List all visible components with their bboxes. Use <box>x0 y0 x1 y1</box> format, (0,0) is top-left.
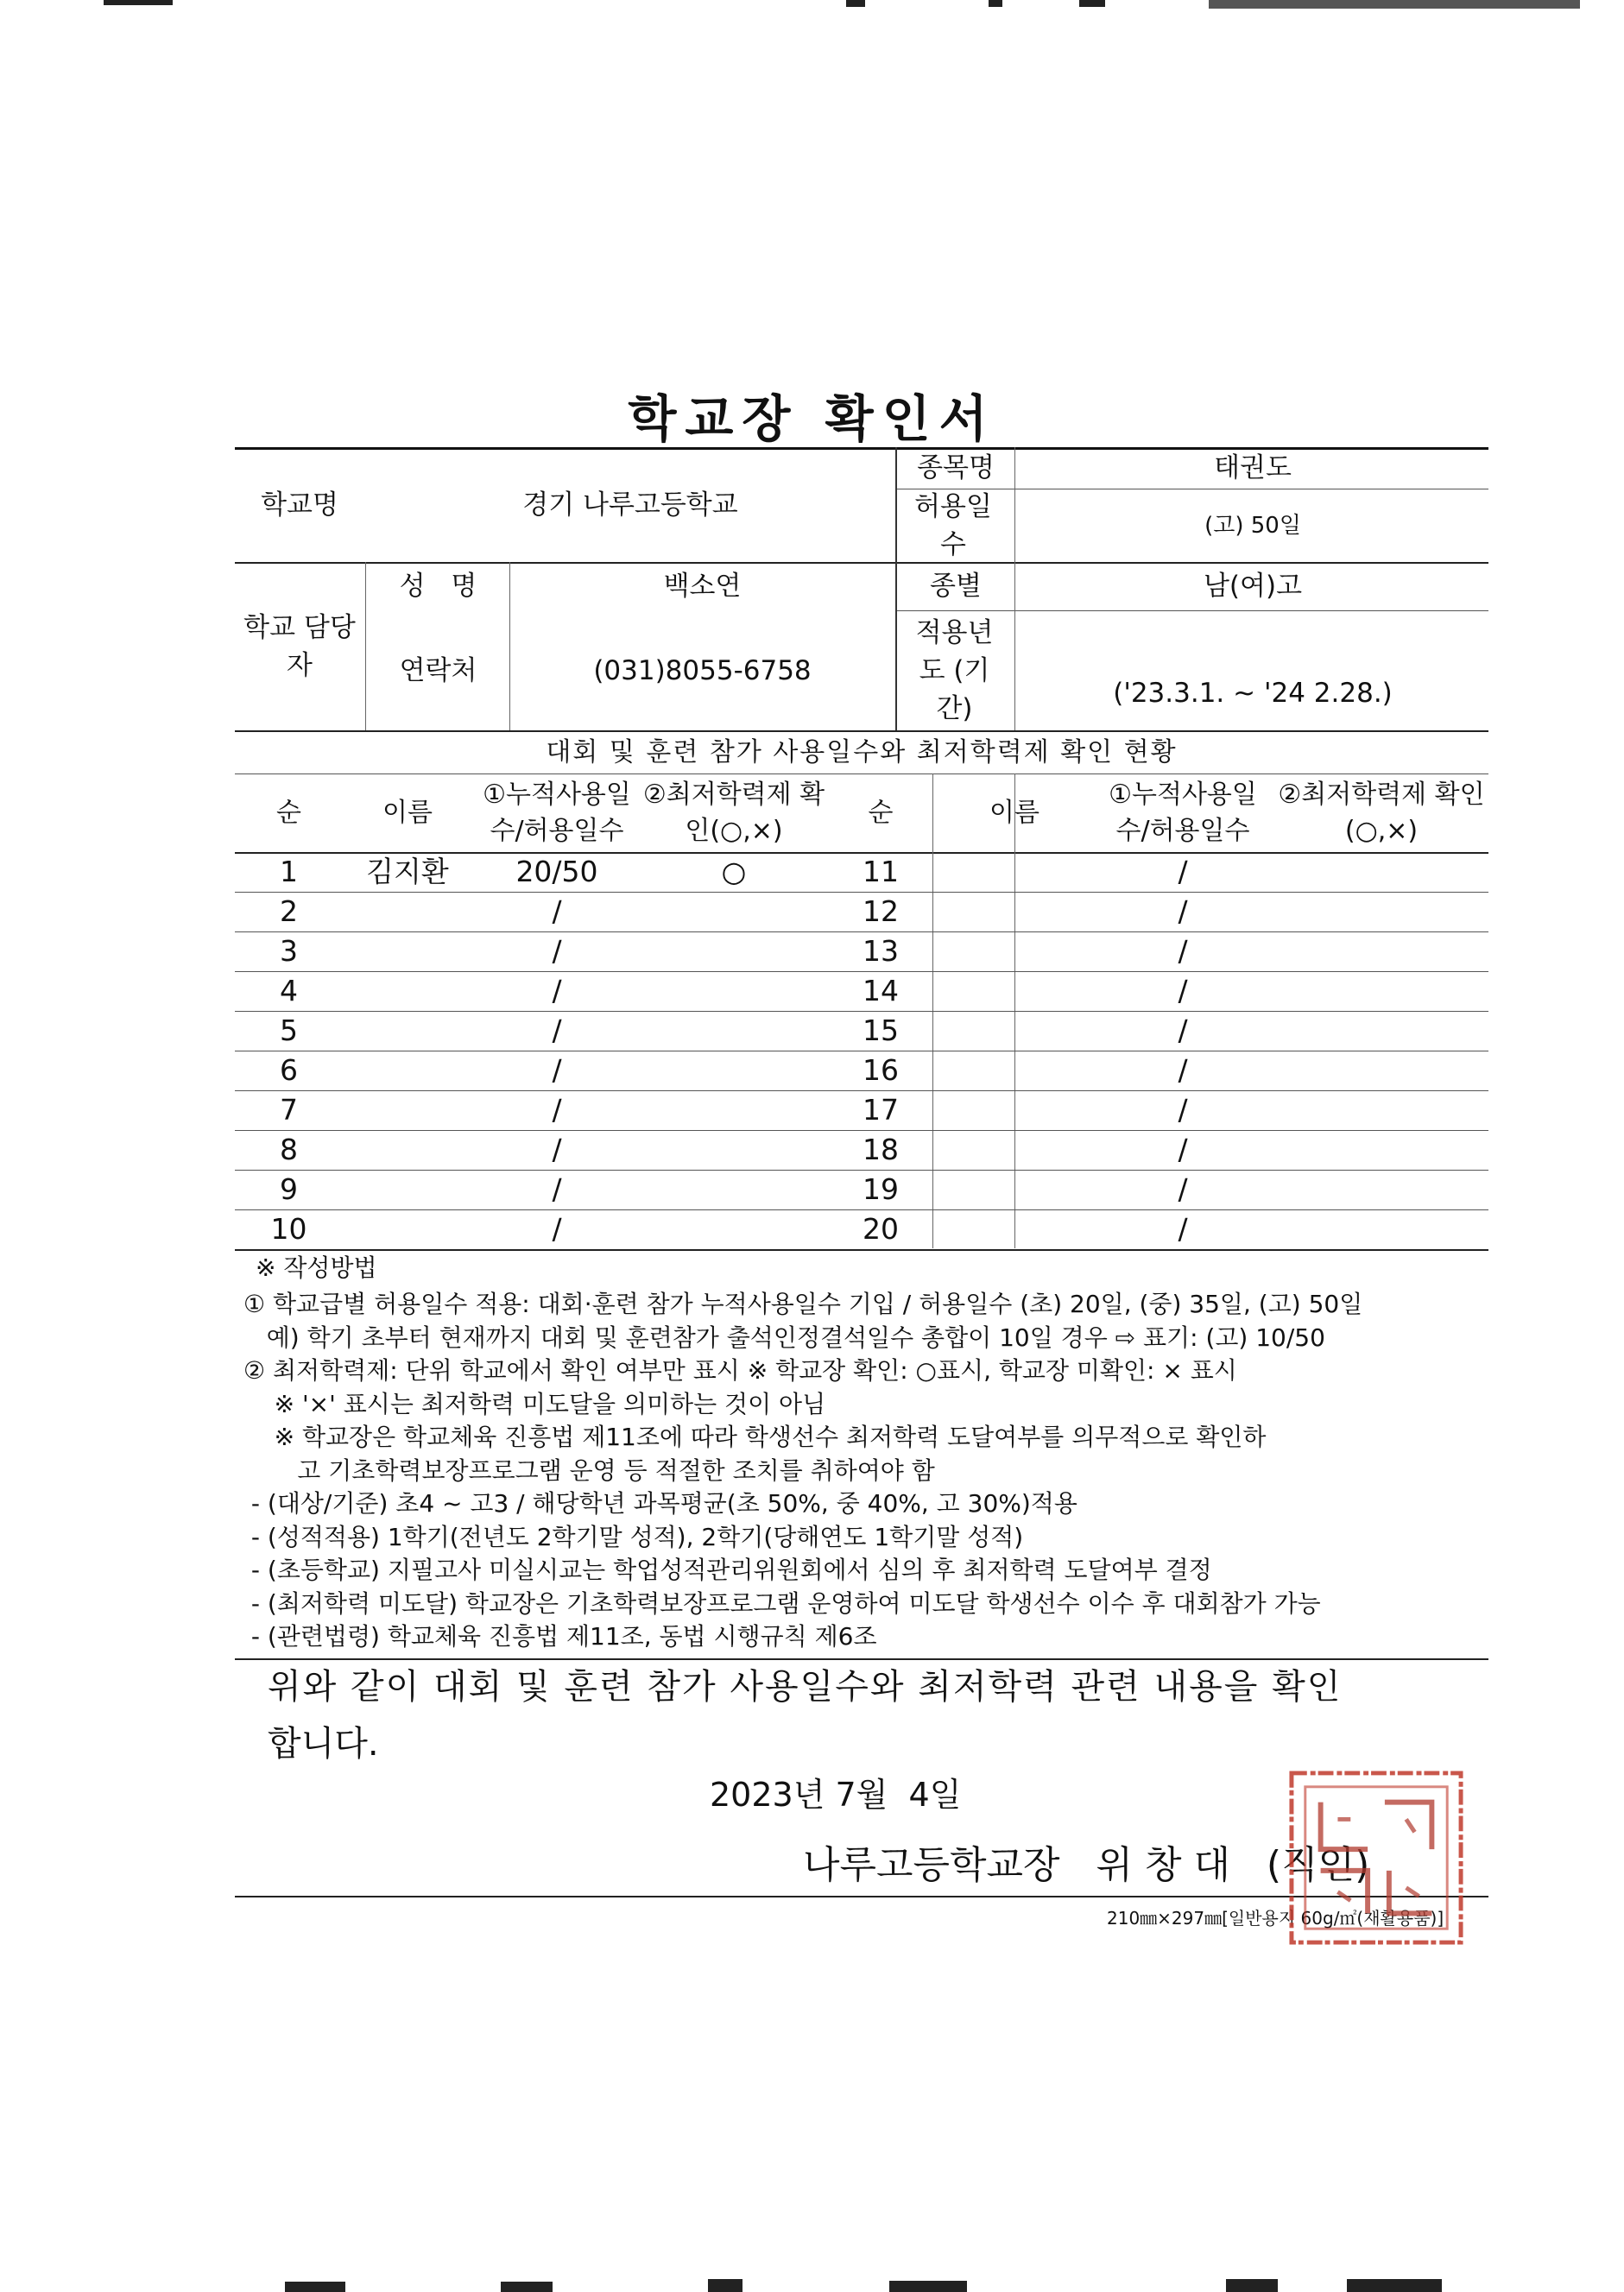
row-days: 20/50 <box>515 855 598 888</box>
school-label: 학교명 <box>261 489 338 521</box>
row-check <box>639 1170 829 1209</box>
row-name <box>932 971 1096 1011</box>
row-no: 13 <box>863 934 899 968</box>
row-check <box>639 1130 829 1170</box>
row-name <box>932 892 1096 931</box>
row-no: 16 <box>863 1053 899 1087</box>
row-check: ○ <box>721 855 747 888</box>
sport-label: 종목명 <box>917 452 995 483</box>
row-days: / <box>1178 1133 1188 1166</box>
row-name <box>932 1170 1096 1209</box>
row-name <box>343 1209 472 1249</box>
row-days: / <box>552 974 562 1007</box>
row-no: 5 <box>280 1013 298 1047</box>
name-value: 백소연 <box>663 571 742 602</box>
row-no: 6 <box>280 1053 298 1087</box>
row-no: 11 <box>863 855 899 888</box>
row-no: 7 <box>280 1093 298 1127</box>
phone-value: (031)8055-6758 <box>593 654 812 686</box>
row-no: 17 <box>863 1093 899 1127</box>
row-days: / <box>1178 1093 1188 1127</box>
row-no: 14 <box>863 974 899 1007</box>
header-check-left: ②최저학력제 확인(○,×) <box>642 779 825 846</box>
note-line: ※ 학교장은 학교체육 진흥법 제11조에 따라 학생선수 최저학력 도달여부를 의무적으로 확인하 <box>243 1423 1267 1451</box>
allowed-days-value: (고) 50일 <box>1204 512 1301 539</box>
row-check <box>639 971 829 1011</box>
row-name <box>343 1051 472 1090</box>
note-line: - (관련법령) 학교체육 진흥법 제11조, 동법 시행규칙 제6조 <box>243 1622 877 1651</box>
note-line: 고 기초학력보장프로그램 운영 등 적절한 조치를 취하여야 함 <box>243 1455 935 1485</box>
row-check <box>1278 892 1485 931</box>
row-no: 18 <box>863 1133 899 1166</box>
row-days: / <box>1178 1212 1188 1246</box>
row-no: 2 <box>280 894 298 928</box>
note-line: - (최저학력 미도달) 학교장은 기초학력보장프로그램 운영하여 미도달 학생선수 이수 후 대회참가 가능 <box>243 1588 1321 1618</box>
row-no: 4 <box>280 974 298 1007</box>
row-days: / <box>552 1093 562 1127</box>
header-check-right: ②최저학력제 확인(○,×) <box>1278 779 1485 846</box>
row-days: / <box>552 1013 562 1047</box>
row-name <box>932 1011 1096 1051</box>
row-name <box>343 1170 472 1209</box>
row-name <box>343 971 472 1011</box>
row-days: / <box>552 1053 562 1087</box>
row-check <box>1278 931 1485 971</box>
signer-line: 나루고등학교장 위 창 대 (직인) <box>803 1843 1370 1887</box>
document-title: 학교장 확인서 <box>628 389 996 448</box>
row-check <box>1278 1051 1485 1090</box>
row-check <box>1278 971 1485 1011</box>
row-no: 10 <box>270 1212 307 1246</box>
row-check <box>639 1090 829 1130</box>
row-name <box>343 931 472 971</box>
row-check <box>1278 1011 1485 1051</box>
category-label: 종별 <box>930 571 982 602</box>
note-line: - (초등학교) 지필고사 미실시교는 학업성적관리위원회에서 심의 후 최저학력 도달여부 결정 <box>243 1556 1212 1584</box>
sport-value: 태권도 <box>1214 452 1292 483</box>
row-name: 김지환 <box>366 855 449 888</box>
row-no: 8 <box>280 1133 298 1166</box>
status-section-title: 대회 및 훈련 참가 사용일수와 최저학력제 확인 현황 <box>546 737 1178 767</box>
row-no: 9 <box>280 1172 298 1206</box>
row-check <box>1278 1130 1485 1170</box>
note-line: ※ '×' 표시는 최저학력 미도달을 의미하는 것이 아님 <box>243 1389 826 1418</box>
header-name-left: 이름 <box>382 797 433 828</box>
row-days: / <box>1178 1172 1188 1206</box>
category-value: 남(여)고 <box>1203 571 1303 602</box>
phone-label: 연락처 <box>399 654 477 686</box>
row-days: / <box>552 1172 562 1206</box>
row-check <box>639 1051 829 1090</box>
row-check <box>1278 1170 1485 1209</box>
row-no: 19 <box>863 1172 899 1206</box>
period-label: 적용년도 (기간) <box>915 616 994 724</box>
row-check <box>639 1209 829 1249</box>
row-name <box>343 1011 472 1051</box>
row-name <box>932 852 1096 892</box>
row-no: 3 <box>280 934 298 968</box>
row-days: / <box>1178 974 1188 1007</box>
row-name <box>932 1209 1096 1249</box>
row-days: / <box>552 894 562 928</box>
row-name <box>343 1130 472 1170</box>
note-line: - (대상/기준) 초4 ~ 고3 / 해당학년 과목평균(초 50%, 중 40%, 고 30%)적용 <box>243 1489 1077 1518</box>
header-days-left: ①누적사용일수/허용일수 <box>483 779 631 846</box>
header-days-right: ①누적사용일수/허용일수 <box>1109 779 1257 846</box>
row-check <box>639 1011 829 1051</box>
row-days: / <box>552 1133 562 1166</box>
period-value: ('23.3.1. ~ '24 2.28.) <box>1113 678 1393 709</box>
row-check <box>1278 1209 1485 1249</box>
notes-heading: ※ 작성방법 <box>256 1253 377 1282</box>
allowed-days-label: 허용일수 <box>914 490 992 560</box>
row-no: 15 <box>863 1013 899 1047</box>
note-line: - (성적적용) 1학기(전년도 2학기말 성적), 2학기(당해연도 1학기말 성적) <box>243 1522 1024 1551</box>
note-line: ① 학교급별 허용일수 적용: 대회·훈련 참가 누적사용일수 기입 / 허용일수 (초) 20일, (중) 35일, (고) 50일 <box>243 1290 1363 1318</box>
row-name <box>932 931 1096 971</box>
name-label: 성 명 <box>399 571 477 602</box>
closing-line-2: 합니다. <box>268 1724 379 1764</box>
issue-date: 2023년 7월 4일 <box>710 1776 962 1814</box>
official-seal-stamp <box>1286 1768 1466 1948</box>
header-no-right: 순 <box>868 797 894 828</box>
row-days: / <box>1178 894 1188 928</box>
row-no: 20 <box>863 1212 899 1246</box>
row-check <box>639 892 829 931</box>
contact-group-label: 학교 담당자 <box>243 611 356 681</box>
row-name <box>343 892 472 931</box>
row-days: / <box>1178 1013 1188 1047</box>
row-days: / <box>1178 1053 1188 1087</box>
header-no-left: 순 <box>276 797 301 828</box>
paper-spec-footer: 210㎜×297㎜[일반용지 60g/㎡(재활용품)] <box>1107 1908 1444 1929</box>
row-no: 1 <box>280 855 298 888</box>
row-days: / <box>552 1212 562 1246</box>
row-check <box>1278 852 1485 892</box>
note-line: 예) 학기 초부터 현재까지 대회 및 훈련참가 출석인정결석일수 총합이 10일 경우 ⇨ 표기: (고) 10/50 <box>243 1323 1325 1352</box>
header-name-right: 이름 <box>989 797 1039 828</box>
closing-line-1: 위와 같이 대회 및 훈련 참가 사용일수와 최저학력 관련 내용을 확인 <box>268 1667 1343 1707</box>
row-name <box>932 1090 1096 1130</box>
row-no: 12 <box>863 894 899 928</box>
row-check <box>1278 1090 1485 1130</box>
row-name <box>343 1090 472 1130</box>
note-line: ② 최저학력제: 단위 학교에서 확인 여부만 표시 ※ 학교장 확인: ○표시, 학교장 미확인: × 표시 <box>243 1356 1237 1385</box>
row-name <box>932 1130 1096 1170</box>
row-days: / <box>552 934 562 968</box>
row-days: / <box>1178 855 1188 888</box>
row-days: / <box>1178 934 1188 968</box>
school-value: 경기 나루고등학교 <box>522 489 738 521</box>
row-check <box>639 931 829 971</box>
row-name <box>932 1051 1096 1090</box>
